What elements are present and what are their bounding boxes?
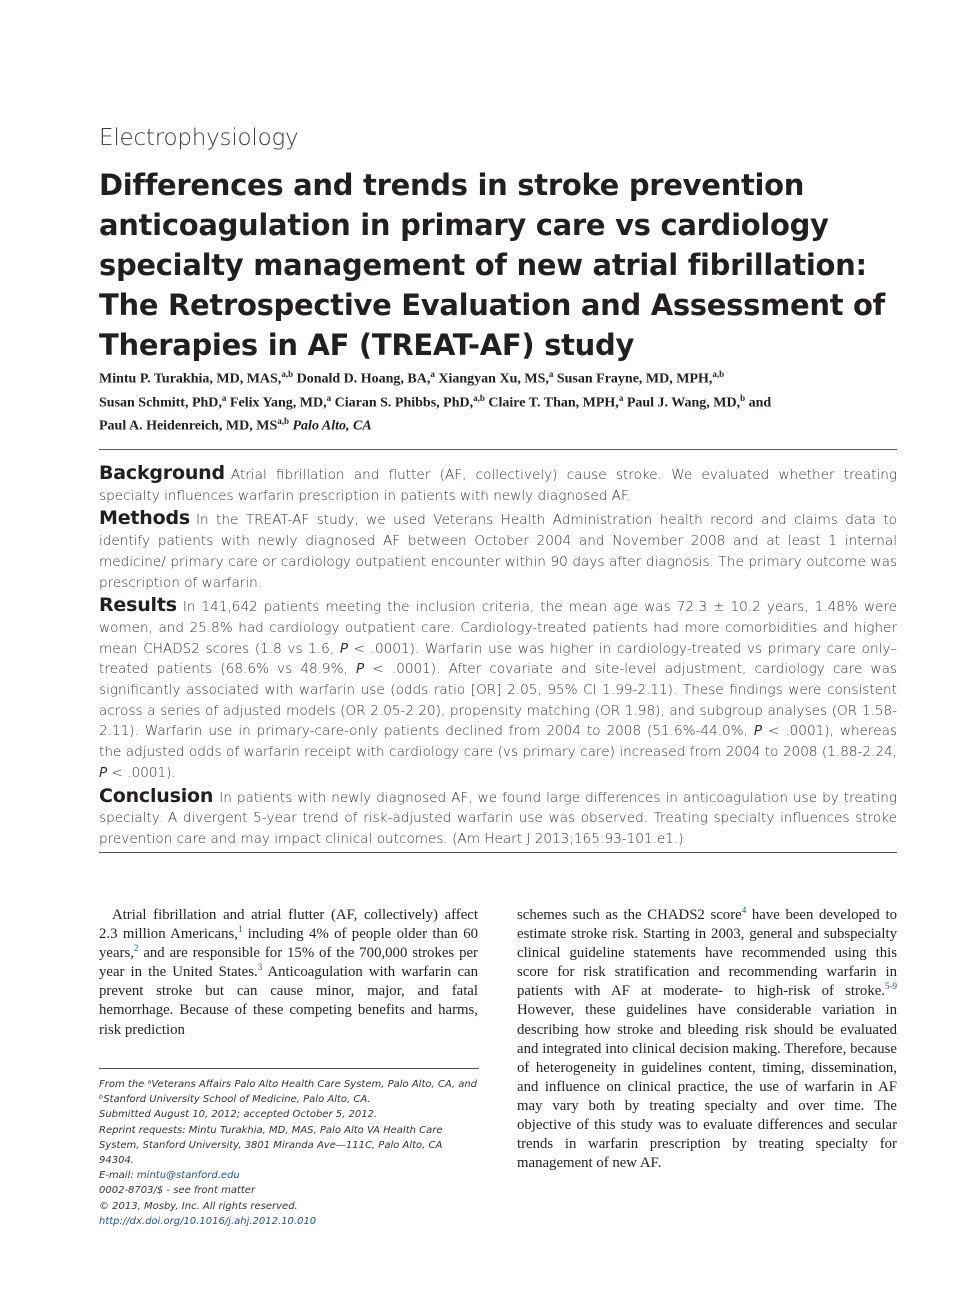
abstract-methods <box>99 508 897 593</box>
body-paragraph <box>99 906 478 1040</box>
divider <box>99 449 897 450</box>
author: Paul J. Wang, MD, <box>626 395 741 411</box>
p-value-symbol: P <box>99 764 108 781</box>
affiliation-mark: a <box>618 392 624 403</box>
reference-link[interactable]: 2 <box>133 943 139 954</box>
abstract-text: < .0001). After covariate and site-level adjustment, cardiology care was significantly associated with warfarin use (odds ratio [OR] 2.05, 95% CI 1.99-2.11). These findings were consistent across a series of adjusted models (OR 2.05-2.20), propensity matching (OR 1.98), and subgroup analyses (OR 1.58-2.11). Warfarin use in primary-care-only patients declined from 2004 to 2008 (51.6%-44.0%, <box>99 661 897 740</box>
issn-note: 0002-8703/$ - see front matter <box>99 1185 256 1197</box>
abstract-text: < .0001). Warfarin use was higher in cardiology-treated vs primary care only–treated patients (68.6% vs 48.9%, <box>99 640 897 678</box>
affiliation-mark: a <box>326 392 332 403</box>
reference-link[interactable]: 4 <box>741 905 747 916</box>
author: Felix Yang, MD, <box>229 395 327 411</box>
affiliation-mark: b <box>740 392 746 403</box>
body-text: Anticoagulation with warfarin can prevent stroke but can cause minor, major, and fatal hemorrhage. Because of these competing benefits and harms, risk prediction <box>99 964 478 1038</box>
p-value-symbol: P <box>355 661 365 678</box>
footnote-divider <box>99 1068 479 1069</box>
body-text: However, these guidelines have considerable variation in describing how stroke and bleeding risk should be evaluated and integrated into clinical decision making. Therefore, because of heterogeneity in guidelines content, timing, dissemination, and influence on clinical practice, the use of warfarin in AF may vary both by treating specialty and over time. The objective of this study was to evaluate differences and secular trends in warfarin prescription by treating specialty for management of new AF. <box>517 1002 897 1172</box>
reference-link[interactable]: 3 <box>257 962 263 973</box>
author: Ciaran S. Phibbs, PhD, <box>334 395 474 411</box>
abstract-heading: Methods <box>99 507 190 530</box>
affiliation-mark: a <box>221 392 227 403</box>
p-value-symbol: P <box>753 723 763 740</box>
abstract-text: In the TREAT-AF study, we used Veterans Health Administration health record and claims data to identify patients with newly diagnosed AF between October 2004 and November 2008 and at least 1 internal medicine/ primary care or cardiology outpatient encounter within 90 days after diagnosis. The primary outcome was prescription of warfarin. <box>99 512 897 591</box>
author: Xiangyan Xu, MS, <box>438 371 549 387</box>
affiliation-mark: a,b <box>277 416 289 427</box>
submission-note: Submitted August 10, 2012; accepted October 5, 2012. <box>99 1109 378 1121</box>
section-label: Electrophysiology <box>99 125 299 151</box>
abstract-text: < .0001), whereas the adjusted odds of warfarin receipt with cardiology care (vs primary care) increased from 2004 to 2008 (1.88-2.24, <box>99 723 897 761</box>
abstract-text: In patients with newly diagnosed AF, we found large differences in anticoagulation use by treating specialty. A divergent 5-year trend of risk-adjusted warfarin use was observed. Treating specialty influences stroke prevention care and may impact clinical outcomes. (Am Heart J 2013;165:93-101.e1.) <box>99 789 897 847</box>
body-paragraph <box>517 906 897 1173</box>
author-conjunction: and <box>748 395 772 411</box>
author: Susan Frayne, MD, MPH, <box>556 371 713 387</box>
author: Mintu P. Turakhia, MD, MAS, <box>99 371 282 387</box>
abstract-text: In 141,642 patients meeting the inclusion criteria, the mean age was 72.3 ± 10.2 years, 1.48% were women, and 25.8% had cardiology outpatient care. Cardiology-treated patients had more comorbidities and higher mean CHADS2 scores (1.8 vs 1.6, <box>99 599 897 657</box>
author: Claire T. Than, MPH, <box>488 395 619 411</box>
abstract-conclusion <box>99 786 897 850</box>
affiliation-mark: a <box>430 369 435 379</box>
author: Donald D. Hoang, BA, <box>296 371 431 387</box>
author: Susan Schmitt, PhD, <box>99 395 222 411</box>
author: Paul A. Heidenreich, MD, MS <box>99 418 278 434</box>
author-location: Palo Alto, CA <box>292 418 372 434</box>
abstract-text: < .0001). <box>111 764 176 781</box>
abstract-results <box>99 595 897 783</box>
affiliation-mark: a,b <box>473 392 485 403</box>
author-list <box>99 365 899 436</box>
abstract-heading: Conclusion <box>99 784 214 807</box>
body-column-right <box>517 906 897 1173</box>
article-title: Differences and trends in stroke prevention anticoagulation in primary care vs cardiology specialty management of new atrial fibrillation: The Retrospective Evaluation and Assessment of Therapies in AF (TREAT-AF) study <box>99 168 885 362</box>
body-column-left <box>99 906 478 1040</box>
email-label: E-mail: <box>99 1170 134 1182</box>
reference-link[interactable]: 1 <box>237 924 243 935</box>
email-note <box>99 1168 479 1183</box>
abstract-heading: Background <box>99 462 225 484</box>
footnotes <box>99 1077 479 1229</box>
abstract <box>99 463 897 852</box>
affiliation-mark: a,b <box>281 369 294 379</box>
reprint-note: Reprint requests: Mintu Turakhia, MD, MAS, Palo Alto VA Health Care System, Stanford University, 3801 Miranda Ave—111C, Palo Alto, CA 94304. <box>99 1124 443 1167</box>
reference-link[interactable]: 5-9 <box>885 981 897 992</box>
copyright-note: © 2013, Mosby, Inc. All rights reserved. <box>99 1200 298 1212</box>
body-text: Atrial fibrillation and atrial flutter (AF, collectively) affect 2.3 million Americans, <box>99 907 478 943</box>
abstract-background <box>99 463 897 506</box>
body-text: including 4% of people older than 60 years, <box>99 926 478 962</box>
doi-link[interactable]: http://dx.doi.org/10.1016/j.ahj.2012.10.010 <box>99 1215 317 1227</box>
divider <box>99 852 897 853</box>
affiliation-mark: a <box>548 369 554 379</box>
p-value-symbol: P <box>339 640 349 657</box>
abstract-heading: Results <box>99 594 177 617</box>
affiliations-note: From the ᵃVeterans Affairs Palo Alto Health Care System, Palo Alto, CA, and ᵇStanford University School of Medicine, Palo Alto, CA. <box>99 1079 478 1106</box>
body-text: have been developed to estimate stroke risk. Starting in 2003, general and subspecialty clinical guideline statements have recommended using this score for risk stratification and recommending warfarin in patients with AF at moderate- to high-risk of stroke. <box>517 907 897 1000</box>
body-text: schemes such as the CHADS2 score <box>517 907 742 923</box>
body-text: and are responsible for 15% of the 700,000 strokes per year in the United States. <box>99 945 478 981</box>
affiliation-mark: a,b <box>712 369 725 379</box>
email-link[interactable]: mintu@stanford.edu <box>136 1170 240 1182</box>
abstract-text: Atrial fibrillation and flutter (AF, collectively) cause stroke. We evaluated whether treating specialty influences warfarin prescription in patients with newly diagnosed AF. <box>99 467 897 504</box>
